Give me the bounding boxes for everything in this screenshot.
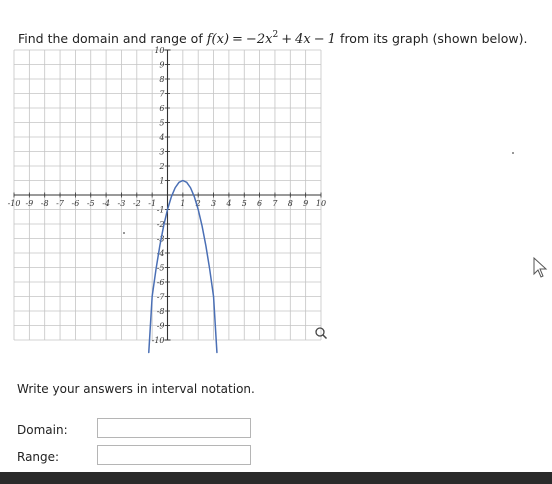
y-tick-label: -5: [156, 263, 165, 273]
y-tick-label: 1: [159, 176, 165, 186]
y-tick-label: -10: [151, 336, 165, 345]
magnifier-icon[interactable]: [314, 326, 328, 340]
x-tick-label: -10: [7, 199, 21, 208]
x-tick-label: -8: [40, 199, 49, 208]
x-tick-label: 9: [303, 199, 309, 208]
x-tick-label: 7: [272, 199, 278, 208]
y-tick-label: -1: [156, 205, 165, 215]
function-graph: [7, 44, 327, 345]
x-tick-label: -2: [132, 199, 141, 208]
instructions-text: Write your answers in interval notation.: [17, 382, 255, 396]
question-tail: from its graph (shown below).: [340, 31, 528, 46]
y-tick-label: -2: [156, 220, 165, 229]
bottom-bar: [0, 472, 552, 484]
question-lead: Find the domain and range of: [18, 31, 203, 46]
x-tick-label: -9: [25, 199, 34, 208]
x-tick-label: -3: [117, 199, 126, 208]
x-tick-label: 3: [211, 199, 217, 208]
x-tick-label: -4: [102, 199, 110, 208]
domain-input[interactable]: [97, 418, 251, 438]
y-tick-label: -4: [156, 249, 165, 258]
stray-dot: [512, 152, 514, 154]
x-tick-label: 8: [287, 199, 293, 208]
x-tick-label: 5: [241, 199, 247, 208]
y-tick-label: 2: [159, 162, 165, 171]
stray-dot: [123, 232, 125, 234]
x-tick-label: 2: [195, 199, 201, 208]
x-tick-label: 6: [257, 199, 263, 208]
x-tick-label: -5: [86, 199, 95, 208]
y-tick-label: 8: [159, 75, 165, 84]
domain-label: Domain:: [17, 423, 68, 437]
y-tick-label: -7: [156, 292, 165, 302]
y-tick-label: 9: [159, 60, 165, 70]
y-tick-label: -8: [156, 307, 165, 316]
y-tick-label: 7: [159, 89, 165, 99]
x-tick-label: -7: [56, 199, 64, 208]
y-tick-label: -9: [156, 321, 165, 331]
x-tick-label: -6: [71, 199, 80, 208]
y-tick-label: 5: [159, 118, 165, 128]
x-tick-label: 4: [226, 199, 232, 208]
y-tick-label: 4: [159, 133, 165, 142]
y-tick-label: 6: [159, 104, 165, 113]
y-tick-label: 3: [159, 147, 165, 157]
y-tick-label: -6: [156, 278, 165, 287]
x-tick-label: -1: [148, 199, 157, 208]
range-label: Range:: [17, 450, 60, 464]
x-tick-label: 1: [180, 199, 186, 208]
range-input[interactable]: [97, 445, 251, 465]
x-tick-label: 10: [315, 199, 327, 208]
function-formula: $f(x) = -2x^2 + 4x - 1$: [206, 30, 336, 47]
cursor-arrow-icon: [532, 256, 548, 278]
y-tick-label: -3: [156, 234, 165, 244]
y-tick-label: 10: [154, 46, 165, 55]
